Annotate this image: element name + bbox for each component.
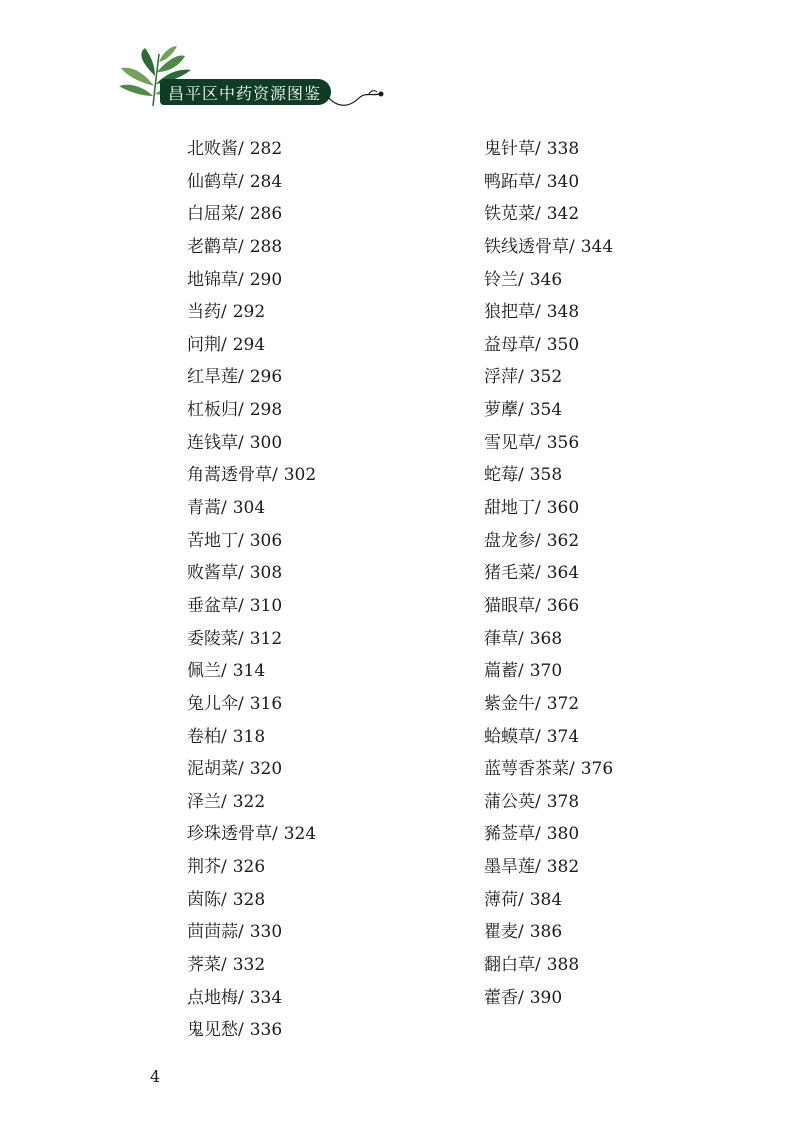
toc-entry bbox=[484, 623, 613, 656]
separator: / bbox=[518, 889, 524, 910]
separator: / bbox=[221, 791, 227, 812]
herb-name: 委陵菜 bbox=[187, 628, 238, 649]
page-ref: 284 bbox=[249, 171, 283, 192]
toc-entry bbox=[187, 133, 316, 166]
separator: / bbox=[238, 269, 244, 290]
toc-entry bbox=[187, 427, 316, 460]
toc-entry bbox=[484, 231, 613, 264]
herb-name: 猫眼草 bbox=[484, 595, 535, 616]
herb-name: 北败酱 bbox=[187, 139, 238, 159]
separator: / bbox=[518, 922, 524, 943]
herb-name: 荆芥 bbox=[187, 857, 221, 878]
page-number: 4 bbox=[150, 1067, 161, 1086]
herb-name: 蒲公英 bbox=[484, 791, 535, 812]
toc-entry bbox=[187, 166, 316, 199]
page-ref: 352 bbox=[529, 367, 563, 388]
page-ref: 288 bbox=[249, 236, 283, 257]
herb-name: 红旱莲 bbox=[187, 367, 238, 388]
separator: / bbox=[221, 857, 227, 878]
separator: / bbox=[535, 334, 541, 355]
separator: / bbox=[518, 661, 524, 682]
toc-entry bbox=[187, 916, 316, 949]
page-ref: 336 bbox=[249, 1020, 283, 1041]
herb-name: 紫金牛 bbox=[484, 693, 535, 714]
herb-name: 瞿麦 bbox=[484, 922, 518, 943]
separator: / bbox=[221, 302, 227, 323]
toc-entry bbox=[484, 296, 613, 329]
separator: / bbox=[238, 171, 244, 192]
toc-entry bbox=[484, 133, 613, 166]
separator: / bbox=[535, 791, 541, 812]
page-ref: 366 bbox=[546, 595, 580, 616]
herb-name: 卷柏 bbox=[187, 726, 221, 747]
herb-name: 益母草 bbox=[484, 334, 535, 355]
separator: / bbox=[535, 563, 541, 584]
toc-entry bbox=[187, 949, 316, 982]
separator: / bbox=[535, 726, 541, 747]
separator: / bbox=[238, 922, 244, 943]
page-ref: 384 bbox=[529, 889, 563, 910]
page-ref: 304 bbox=[232, 498, 266, 519]
toc-entry bbox=[187, 264, 316, 297]
herb-name: 点地梅 bbox=[187, 987, 238, 1008]
herb-name: 萝藦 bbox=[484, 400, 518, 421]
separator: / bbox=[238, 759, 244, 780]
separator: / bbox=[238, 563, 244, 584]
page-ref: 332 bbox=[232, 955, 266, 976]
toc-entry bbox=[484, 949, 613, 982]
toc-entry bbox=[484, 264, 613, 297]
herb-name: 葎草 bbox=[484, 628, 518, 649]
page-ref: 306 bbox=[249, 530, 283, 551]
toc-entry bbox=[187, 361, 316, 394]
separator: / bbox=[221, 334, 227, 355]
toc-entry bbox=[187, 982, 316, 1015]
toc-entry bbox=[187, 296, 316, 329]
separator: / bbox=[535, 432, 541, 453]
page-ref: 370 bbox=[529, 661, 563, 682]
toc-entry bbox=[484, 655, 613, 688]
separator: / bbox=[238, 204, 244, 225]
toc-entry bbox=[484, 427, 613, 460]
page-ref: 326 bbox=[232, 857, 266, 878]
herb-name: 雪见草 bbox=[484, 432, 535, 453]
toc-entry bbox=[484, 851, 613, 884]
toc-entry bbox=[484, 786, 613, 819]
page-ref: 316 bbox=[249, 693, 283, 714]
page-ref: 364 bbox=[546, 563, 580, 584]
toc-entry bbox=[484, 884, 613, 917]
separator: / bbox=[535, 857, 541, 878]
separator: / bbox=[272, 824, 278, 845]
toc-right-column bbox=[484, 133, 613, 1014]
page-ref: 324 bbox=[283, 824, 317, 845]
herb-name: 盘龙参 bbox=[484, 530, 535, 551]
toc-entry bbox=[484, 818, 613, 851]
toc-entry bbox=[187, 753, 316, 786]
herb-name: 鬼针草 bbox=[484, 139, 535, 159]
toc-entry bbox=[187, 590, 316, 623]
toc-entry bbox=[187, 1014, 316, 1047]
separator: / bbox=[238, 432, 244, 453]
vine-tail-icon bbox=[325, 86, 385, 110]
separator: / bbox=[518, 269, 524, 290]
herb-name: 蓝萼香茶菜 bbox=[484, 759, 569, 780]
separator: / bbox=[221, 955, 227, 976]
toc-entry bbox=[187, 818, 316, 851]
toc-entry bbox=[484, 166, 613, 199]
page-ref: 312 bbox=[249, 628, 283, 649]
separator: / bbox=[569, 236, 575, 257]
herb-name: 萹蓄 bbox=[484, 661, 518, 682]
page-ref: 298 bbox=[249, 400, 283, 421]
herb-name: 问荆 bbox=[187, 334, 221, 355]
toc-entry bbox=[187, 655, 316, 688]
page-ref: 360 bbox=[546, 498, 580, 519]
separator: / bbox=[518, 628, 524, 649]
separator: / bbox=[535, 824, 541, 845]
separator: / bbox=[535, 302, 541, 323]
page-ref: 378 bbox=[546, 791, 580, 812]
herb-name: 珍珠透骨草 bbox=[187, 824, 272, 845]
separator: / bbox=[238, 236, 244, 257]
toc-entry bbox=[484, 688, 613, 721]
herb-name: 墨旱莲 bbox=[484, 857, 535, 878]
separator: / bbox=[238, 400, 244, 421]
herb-name: 青蒿 bbox=[187, 498, 221, 519]
page-ref: 340 bbox=[546, 171, 580, 192]
separator: / bbox=[535, 498, 541, 519]
toc-entry bbox=[484, 394, 613, 427]
toc-entry bbox=[187, 851, 316, 884]
toc-entry bbox=[484, 198, 613, 231]
herb-name: 泥胡菜 bbox=[187, 759, 238, 780]
herb-name: 杠板归 bbox=[187, 400, 238, 421]
toc-entry bbox=[187, 492, 316, 525]
separator: / bbox=[238, 139, 244, 159]
separator: / bbox=[535, 139, 541, 159]
page-ref: 344 bbox=[580, 236, 614, 257]
herb-name: 角蒿透骨草 bbox=[187, 465, 272, 486]
page-ref: 356 bbox=[546, 432, 580, 453]
page-ref: 386 bbox=[529, 922, 563, 943]
herb-name: 佩兰 bbox=[187, 661, 221, 682]
page-ref: 346 bbox=[529, 269, 563, 290]
separator: / bbox=[569, 759, 575, 780]
separator: / bbox=[518, 367, 524, 388]
separator: / bbox=[238, 693, 244, 714]
page-ref: 286 bbox=[249, 204, 283, 225]
herb-name: 白屈菜 bbox=[187, 204, 238, 225]
separator: / bbox=[535, 693, 541, 714]
toc-entry bbox=[484, 721, 613, 754]
herb-name: 仙鹤草 bbox=[187, 171, 238, 192]
separator: / bbox=[535, 204, 541, 225]
herb-name: 苦地丁 bbox=[187, 530, 238, 551]
separator: / bbox=[238, 595, 244, 616]
herb-name: 豨莶草 bbox=[484, 824, 535, 845]
herb-name: 地锦草 bbox=[187, 269, 238, 290]
page-ref: 302 bbox=[283, 465, 317, 486]
herb-name: 薄荷 bbox=[484, 889, 518, 910]
page-ref: 330 bbox=[249, 922, 283, 943]
separator: / bbox=[238, 367, 244, 388]
herb-name: 鬼见愁 bbox=[187, 1020, 238, 1041]
page-ref: 342 bbox=[546, 204, 580, 225]
separator: / bbox=[535, 955, 541, 976]
herb-name: 铁苋菜 bbox=[484, 204, 535, 225]
separator: / bbox=[518, 400, 524, 421]
page-ref: 358 bbox=[529, 465, 563, 486]
toc-entry bbox=[187, 884, 316, 917]
herb-name: 老鹳草 bbox=[187, 236, 238, 257]
toc-entry bbox=[187, 394, 316, 427]
herb-name: 兔儿伞 bbox=[187, 693, 238, 714]
page-ref: 294 bbox=[232, 334, 266, 355]
page-ref: 372 bbox=[546, 693, 580, 714]
toc-entry bbox=[187, 525, 316, 558]
separator: / bbox=[238, 987, 244, 1008]
herb-name: 翻白草 bbox=[484, 955, 535, 976]
separator: / bbox=[238, 1020, 244, 1041]
toc-entry bbox=[484, 916, 613, 949]
page-ref: 334 bbox=[249, 987, 283, 1008]
page-ref: 282 bbox=[249, 139, 283, 159]
separator: / bbox=[221, 726, 227, 747]
separator: / bbox=[238, 628, 244, 649]
separator: / bbox=[535, 530, 541, 551]
toc-entry bbox=[187, 688, 316, 721]
herb-name: 蛇莓 bbox=[484, 465, 518, 486]
separator: / bbox=[535, 595, 541, 616]
separator: / bbox=[238, 530, 244, 551]
toc-entry bbox=[187, 557, 316, 590]
herb-name: 猪毛菜 bbox=[484, 563, 535, 584]
toc-entry bbox=[484, 459, 613, 492]
herb-name: 当药 bbox=[187, 302, 221, 323]
herb-name: 浮萍 bbox=[484, 367, 518, 388]
herb-name: 垂盆草 bbox=[187, 595, 238, 616]
book-title: 昌平区中药资源图鉴 bbox=[168, 83, 322, 103]
toc-entry bbox=[187, 623, 316, 656]
page-ref: 362 bbox=[546, 530, 580, 551]
toc-entry bbox=[484, 492, 613, 525]
herb-name: 狼把草 bbox=[484, 302, 535, 323]
separator: / bbox=[518, 987, 524, 1008]
page-ref: 318 bbox=[232, 726, 266, 747]
toc-left-column bbox=[187, 133, 316, 1047]
toc-entry bbox=[187, 459, 316, 492]
toc-entry bbox=[187, 786, 316, 819]
herb-name: 茵陈 bbox=[187, 889, 221, 910]
page-ref: 328 bbox=[232, 889, 266, 910]
page-ref: 320 bbox=[249, 759, 283, 780]
toc-entry bbox=[187, 329, 316, 362]
page-ref: 338 bbox=[546, 139, 580, 159]
herb-name: 甜地丁 bbox=[484, 498, 535, 519]
page-ref: 376 bbox=[580, 759, 614, 780]
herb-name: 连钱草 bbox=[187, 432, 238, 453]
separator: / bbox=[221, 661, 227, 682]
page-ref: 388 bbox=[546, 955, 580, 976]
separator: / bbox=[518, 465, 524, 486]
toc-entry bbox=[484, 590, 613, 623]
herb-name: 泽兰 bbox=[187, 791, 221, 812]
herb-name: 铁线透骨草 bbox=[484, 236, 569, 257]
page-ref: 354 bbox=[529, 400, 563, 421]
separator: / bbox=[221, 498, 227, 519]
toc-entry bbox=[187, 721, 316, 754]
herb-name: 败酱草 bbox=[187, 563, 238, 584]
separator: / bbox=[272, 465, 278, 486]
page-ref: 382 bbox=[546, 857, 580, 878]
page-ref: 390 bbox=[529, 987, 563, 1008]
toc-entry bbox=[484, 329, 613, 362]
herb-name: 茴茴蒜 bbox=[187, 922, 238, 943]
herb-name: 藿香 bbox=[484, 987, 518, 1008]
page-ref: 296 bbox=[249, 367, 283, 388]
book-header bbox=[115, 46, 385, 116]
page-ref: 374 bbox=[546, 726, 580, 747]
toc-entry bbox=[484, 361, 613, 394]
toc-entry bbox=[187, 198, 316, 231]
page-ref: 300 bbox=[249, 432, 283, 453]
page-ref: 290 bbox=[249, 269, 283, 290]
page-ref: 350 bbox=[546, 334, 580, 355]
page-ref: 322 bbox=[232, 791, 266, 812]
page-ref: 310 bbox=[249, 595, 283, 616]
separator: / bbox=[535, 171, 541, 192]
title-banner bbox=[160, 79, 331, 105]
page-ref: 314 bbox=[232, 661, 266, 682]
toc-entry bbox=[484, 753, 613, 786]
toc-entry bbox=[484, 557, 613, 590]
page-ref: 308 bbox=[249, 563, 283, 584]
herb-name: 铃兰 bbox=[484, 269, 518, 290]
toc-entry bbox=[484, 982, 613, 1015]
page-ref: 380 bbox=[546, 824, 580, 845]
herb-name: 蛤蟆草 bbox=[484, 726, 535, 747]
page-ref: 292 bbox=[232, 302, 266, 323]
page-ref: 368 bbox=[529, 628, 563, 649]
separator: / bbox=[221, 889, 227, 910]
herb-name: 鸭跖草 bbox=[484, 171, 535, 192]
toc-entry bbox=[484, 525, 613, 558]
page-ref: 348 bbox=[546, 302, 580, 323]
herb-name: 荠菜 bbox=[187, 955, 221, 976]
toc-entry bbox=[187, 231, 316, 264]
